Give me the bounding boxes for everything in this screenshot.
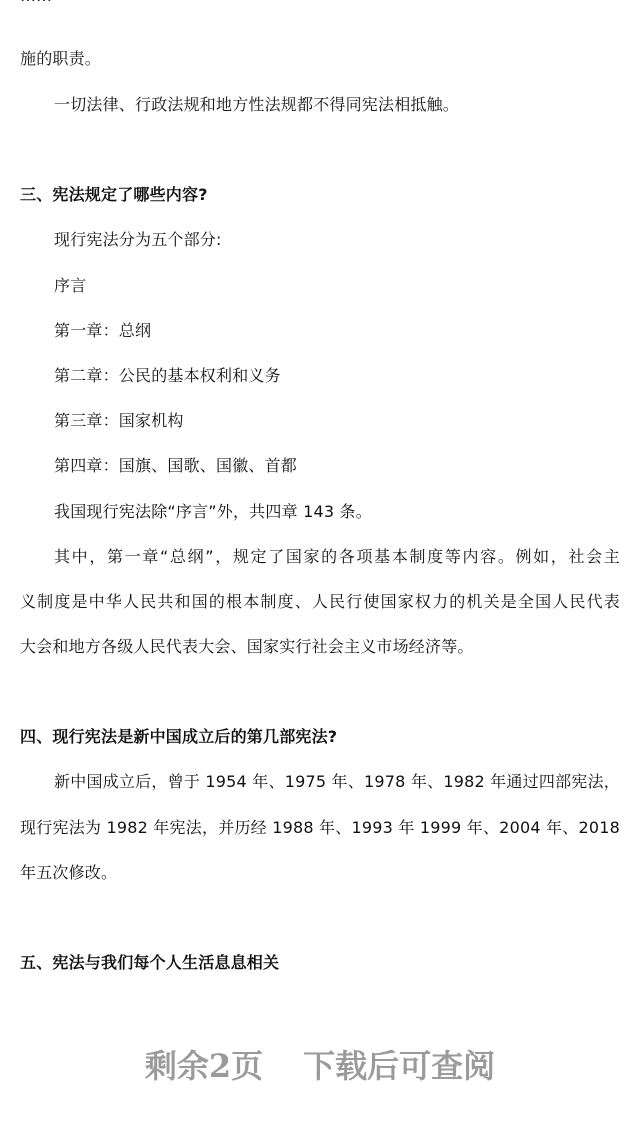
section-heading-5: 五、宪法与我们每个人生活息息相关 [20, 953, 280, 972]
remaining-pages-label: 剩余2页 [144, 1047, 264, 1085]
paragraph-tail: 施的职责。 [20, 49, 102, 68]
list-line: 我国现行宪法除“序言”外，共四章 143 条。 [54, 502, 372, 521]
list-line: 第三章：国家机构 [54, 411, 184, 430]
paragraph-line: 其中，第一章“总纲”，规定了国家的各项基本制度等内容。例如，社会主 [54, 547, 620, 566]
list-line: 第一章：总纲 [54, 321, 152, 340]
section-heading-4: 四、现行宪法是新中国成立后的第几部宪法? [20, 727, 338, 746]
paragraph-line: 现行宪法为 1982 年宪法，并历经 1988 年、1993 年 1999 年、2004 年、2018 [20, 818, 620, 837]
paragraph-line: 新中国成立后，曾于 1954 年、1975 年、1978 年、1982 年通过四部宪法， [54, 772, 620, 791]
paragraph-line: 义制度是中华人民共和国的根本制度、人民行使国家权力的机关是全国人民代表 [20, 592, 620, 611]
paragraph: 一切法律、行政法规和地方性法规都不得同宪法相抵触。 [54, 95, 460, 114]
section-heading-3: 三、宪法规定了哪些内容? [20, 185, 208, 204]
download-to-view-label: 下载后可查阅 [303, 1047, 496, 1085]
paragraph-line: 大会和地方各级人民代表大会、国家实行社会主义市场经济等。 [20, 637, 474, 656]
list-line: 序言 [54, 276, 87, 295]
list-line: 第四章：国旗、国歌、国徽、首都 [54, 456, 298, 475]
paragraph-line: 年五次修改。 [20, 863, 118, 882]
download-to-read-more-banner[interactable] [0, 1046, 640, 1086]
list-line: 现行宪法分为五个部分: [54, 230, 222, 249]
cropped-text-line [20, 0, 620, 2]
list-line: 第二章：公民的基本权利和义务 [54, 366, 281, 385]
